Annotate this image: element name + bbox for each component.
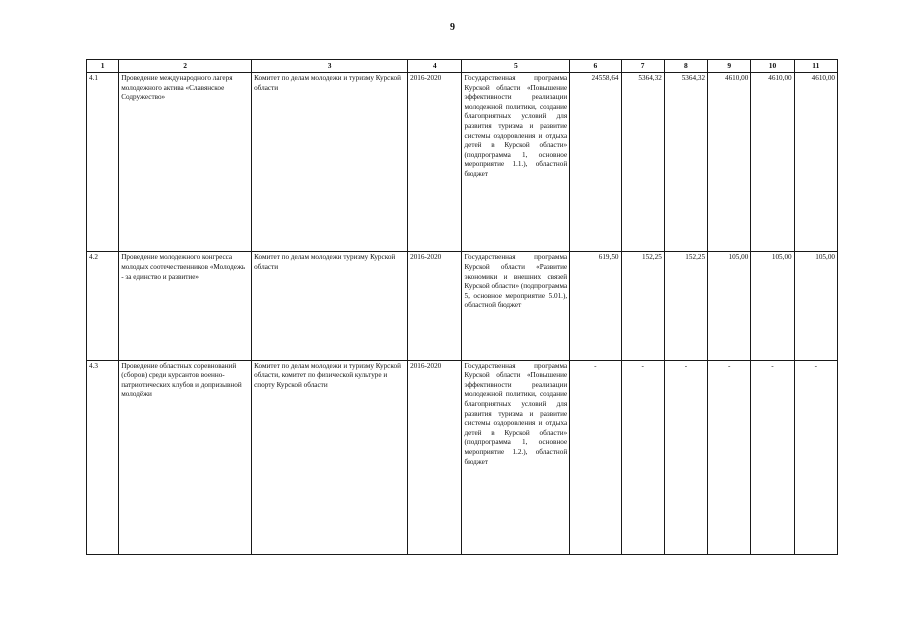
funding-year-value: 152,25	[664, 252, 707, 360]
funding-year-value: 152,25	[621, 252, 664, 360]
column-header: 3	[252, 60, 408, 73]
item-number: 4.2	[87, 252, 119, 360]
funding-year-value: -	[708, 360, 751, 554]
funding-source: Государственная программа Курской области «Повышение эффективности реализации молодежной политики, создание благоприятных условий для развития туризма и развитие системы оздоровления и отдыха детей в Курской области» (подпрограмма 1, основное мероприятие 1.2.), областной бюджет	[462, 360, 570, 554]
measure-name: Проведение международного лагеря молодежного актива «Славянское Содружество»	[119, 73, 252, 252]
measures-table	[86, 59, 838, 555]
table-row	[87, 73, 838, 252]
funding-year-value: 105,00	[794, 252, 837, 360]
column-header: 5	[462, 60, 570, 73]
funding-year-value: -	[794, 360, 837, 554]
column-header: 6	[570, 60, 621, 73]
measure-name: Проведение областных соревнований (сборов) среди курсантов военно-патриотических клубов и допризывной молодёжи	[119, 360, 252, 554]
responsible-executor: Комитет по делам молодежи туризму Курской области	[252, 252, 408, 360]
funding-year-value: 5364,32	[664, 73, 707, 252]
item-number: 4.1	[87, 73, 119, 252]
funding-year-value: -	[664, 360, 707, 554]
funding-year-value: 4610,00	[708, 73, 751, 252]
funding-total: 24558,64	[570, 73, 621, 252]
header-row	[87, 60, 838, 73]
funding-year-value: -	[751, 360, 794, 554]
column-header: 4	[408, 60, 462, 73]
column-header: 9	[708, 60, 751, 73]
item-number: 4.3	[87, 360, 119, 554]
table-row	[87, 360, 838, 554]
funding-year-value: 5364,32	[621, 73, 664, 252]
table-row	[87, 252, 838, 360]
funding-source: Государственная программа Курской области «Развитие экономики и внешних связей Курской области» (подпрограмма 5, основное мероприятие 5.01.), областной бюджет	[462, 252, 570, 360]
funding-source: Государственная программа Курской области «Повышение эффективности реализации молодежной политики, создание благоприятных условий для развития туризма и развитие системы оздоровления и отдыха детей в Курской области» (подпрограмма 1, основное мероприятие 1.1.), областной бюджет	[462, 73, 570, 252]
measure-name: Проведение молодежного конгресса молодых соотечественников «Молодежь - за единство и развитие»	[119, 252, 252, 360]
column-header: 1	[87, 60, 119, 73]
funding-total: 619,50	[570, 252, 621, 360]
funding-year-value: 4610,00	[751, 73, 794, 252]
funding-year-value: 4610,00	[794, 73, 837, 252]
page-number: 9	[450, 22, 455, 33]
implementation-period: 2016-2020	[408, 252, 462, 360]
implementation-period: 2016-2020	[408, 73, 462, 252]
column-header: 10	[751, 60, 794, 73]
funding-year-value: 105,00	[751, 252, 794, 360]
implementation-period: 2016-2020	[408, 360, 462, 554]
responsible-executor: Комитет по делам молодежи и туризму Курской области, комитет по физической культуре и спорту Курской области	[252, 360, 408, 554]
funding-year-value: -	[621, 360, 664, 554]
funding-year-value: 105,00	[708, 252, 751, 360]
column-header: 8	[664, 60, 707, 73]
column-header: 11	[794, 60, 837, 73]
funding-total: -	[570, 360, 621, 554]
column-header: 7	[621, 60, 664, 73]
responsible-executor: Комитет по делам молодежи и туризму Курской области	[252, 73, 408, 252]
column-header: 2	[119, 60, 252, 73]
